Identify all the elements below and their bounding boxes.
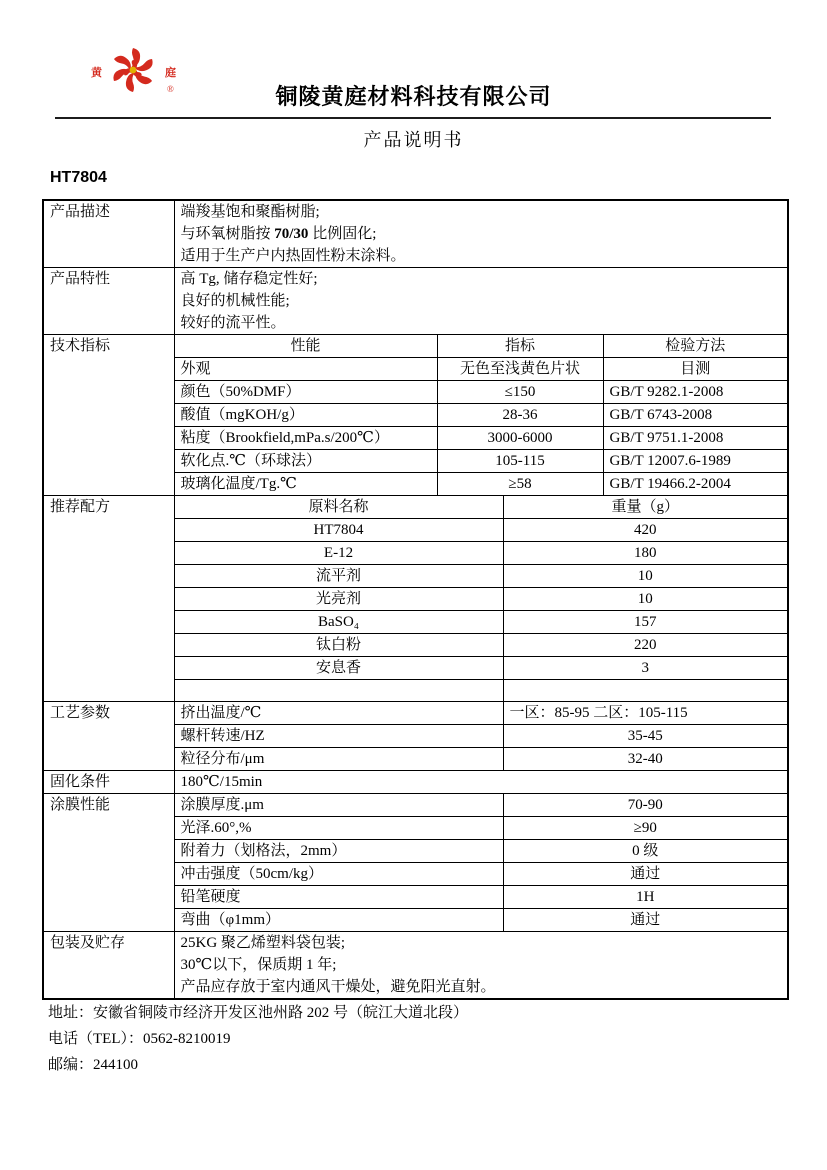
section-label-process: 工艺参数	[43, 702, 174, 771]
process-name: 螺杆转速/HZ	[174, 725, 503, 748]
formula-material: 钛白粉	[174, 634, 503, 657]
tech-property: 粘度（Brookfield,mPa.s/200℃）	[174, 427, 437, 450]
tech-index: ≥58	[437, 473, 603, 496]
company-name: 铜陵黄庭材料科技有限公司	[275, 84, 552, 109]
formula-weight: 220	[503, 634, 788, 657]
tech-header-property: 性能	[174, 335, 437, 358]
tech-method: 目测	[603, 358, 788, 381]
logo-right-char: 庭	[165, 67, 176, 79]
tech-index: 28-36	[437, 404, 603, 427]
packaging-cell	[174, 932, 788, 1000]
process-value: 32-40	[503, 748, 788, 771]
tech-property: 软化点.℃（环球法）	[174, 450, 437, 473]
features-cell	[174, 268, 788, 335]
film-property: 涂膜厚度.μm	[174, 794, 503, 817]
packaging-line: 30℃以下，保质期 1 年;	[180, 957, 337, 973]
table-row	[43, 771, 788, 794]
film-value: 70-90	[503, 794, 788, 817]
packaging-line: 产品应存放于室内通风干燥处，避免阳光直射。	[180, 979, 496, 995]
tech-header-method: 检验方法	[603, 335, 788, 358]
tech-header-index: 指标	[437, 335, 603, 358]
process-name: 挤出温度/℃	[174, 702, 503, 725]
table-row	[43, 496, 788, 519]
section-label-technical: 技术指标	[43, 335, 174, 496]
section-label-features: 产品特性	[43, 268, 174, 335]
tech-method: GB/T 9282.1-2008	[603, 381, 788, 404]
formula-material-empty	[174, 680, 503, 702]
process-value: 35-45	[503, 725, 788, 748]
registered-trademark-icon: ®	[167, 84, 174, 94]
footer	[48, 1000, 468, 1078]
film-property: 弯曲（φ1mm）	[174, 909, 503, 932]
features-line: 良好的机械性能;	[180, 293, 290, 309]
tech-method: GB/T 19466.2-2004	[603, 473, 788, 496]
tech-property: 玻璃化温度/Tg.℃	[174, 473, 437, 496]
formula-weight: 180	[503, 542, 788, 565]
film-property: 冲击强度（50cm/kg）	[174, 863, 503, 886]
film-value: 通过	[503, 909, 788, 932]
tech-property: 酸值（mgKOH/g）	[174, 404, 437, 427]
doc-title: 产品说明书	[363, 130, 464, 150]
footer-address: 地址：安徽省铜陵市经济开发区池州路 202 号（皖江大道北段）	[48, 1005, 469, 1021]
formula-material: 光亮剂	[174, 588, 503, 611]
footer-phone: 电话（TEL）：0562-8210019	[48, 1031, 231, 1047]
tech-property: 颜色（50%DMF）	[174, 381, 437, 404]
section-label-description: 产品描述	[43, 200, 174, 268]
section-label-curing: 固化条件	[43, 771, 174, 794]
film-value: ≥90	[503, 817, 788, 840]
product-code: HT7804	[50, 169, 107, 186]
table-row	[43, 268, 788, 335]
process-name: 粒径分布/μm	[174, 748, 503, 771]
film-value: 0 级	[503, 840, 788, 863]
table-row	[43, 200, 788, 268]
packaging-line: 25KG 聚乙烯塑料袋包装;	[180, 935, 346, 951]
film-property: 光泽.60°,%	[174, 817, 503, 840]
formula-weight: 3	[503, 657, 788, 680]
film-value: 1H	[503, 886, 788, 909]
formula-material: 流平剂	[174, 565, 503, 588]
formula-weight: 10	[503, 588, 788, 611]
tech-index: ≤150	[437, 381, 603, 404]
tech-index: 105-115	[437, 450, 603, 473]
formula-weight: 420	[503, 519, 788, 542]
formula-header-weight: 重量（g）	[503, 496, 788, 519]
table-row	[43, 702, 788, 725]
tech-method: GB/T 12007.6-1989	[603, 450, 788, 473]
formula-weight: 157	[503, 611, 788, 634]
formula-weight: 10	[503, 565, 788, 588]
logo-left-char: 黄	[91, 67, 102, 79]
description-line: 与环氧树脂按 70/30 比例固化;	[180, 226, 377, 242]
features-line: 较好的流平性。	[180, 315, 286, 331]
film-value: 通过	[503, 863, 788, 886]
formula-material: HT7804	[174, 519, 503, 542]
formula-header-material: 原料名称	[174, 496, 503, 519]
table-row	[43, 335, 788, 358]
film-property: 铅笔硬度	[174, 886, 503, 909]
section-label-formula: 推荐配方	[43, 496, 174, 702]
film-property: 附着力（划格法，2mm）	[174, 840, 503, 863]
formula-material: E-12	[174, 542, 503, 565]
tech-property: 外观	[174, 358, 437, 381]
tech-index: 无色至浅黄色片状	[437, 358, 603, 381]
tech-index: 3000-6000	[437, 427, 603, 450]
footer-postcode: 邮编：244100	[48, 1057, 139, 1073]
description-line: 端羧基饱和聚酯树脂;	[180, 204, 320, 220]
curing-value: 180℃/15min	[174, 771, 788, 794]
tech-method: GB/T 9751.1-2008	[603, 427, 788, 450]
description-cell	[174, 200, 788, 268]
formula-material: BaSO₄	[174, 611, 503, 634]
description-line: 适用于生产户内热固性粉末涂料。	[180, 248, 406, 264]
section-label-packaging: 包装及贮存	[43, 932, 174, 1000]
section-label-film: 涂膜性能	[43, 794, 174, 932]
formula-weight-empty	[503, 680, 788, 702]
header-divider	[55, 117, 771, 119]
table-row	[43, 932, 788, 1000]
table-row	[43, 794, 788, 817]
spec-table	[42, 199, 789, 1000]
features-line: 高 Tg, 储存稳定性好;	[180, 271, 318, 287]
process-value: 一区：85-95 二区：105-115	[503, 702, 788, 725]
tech-method: GB/T 6743-2008	[603, 404, 788, 427]
formula-material: 安息香	[174, 657, 503, 680]
